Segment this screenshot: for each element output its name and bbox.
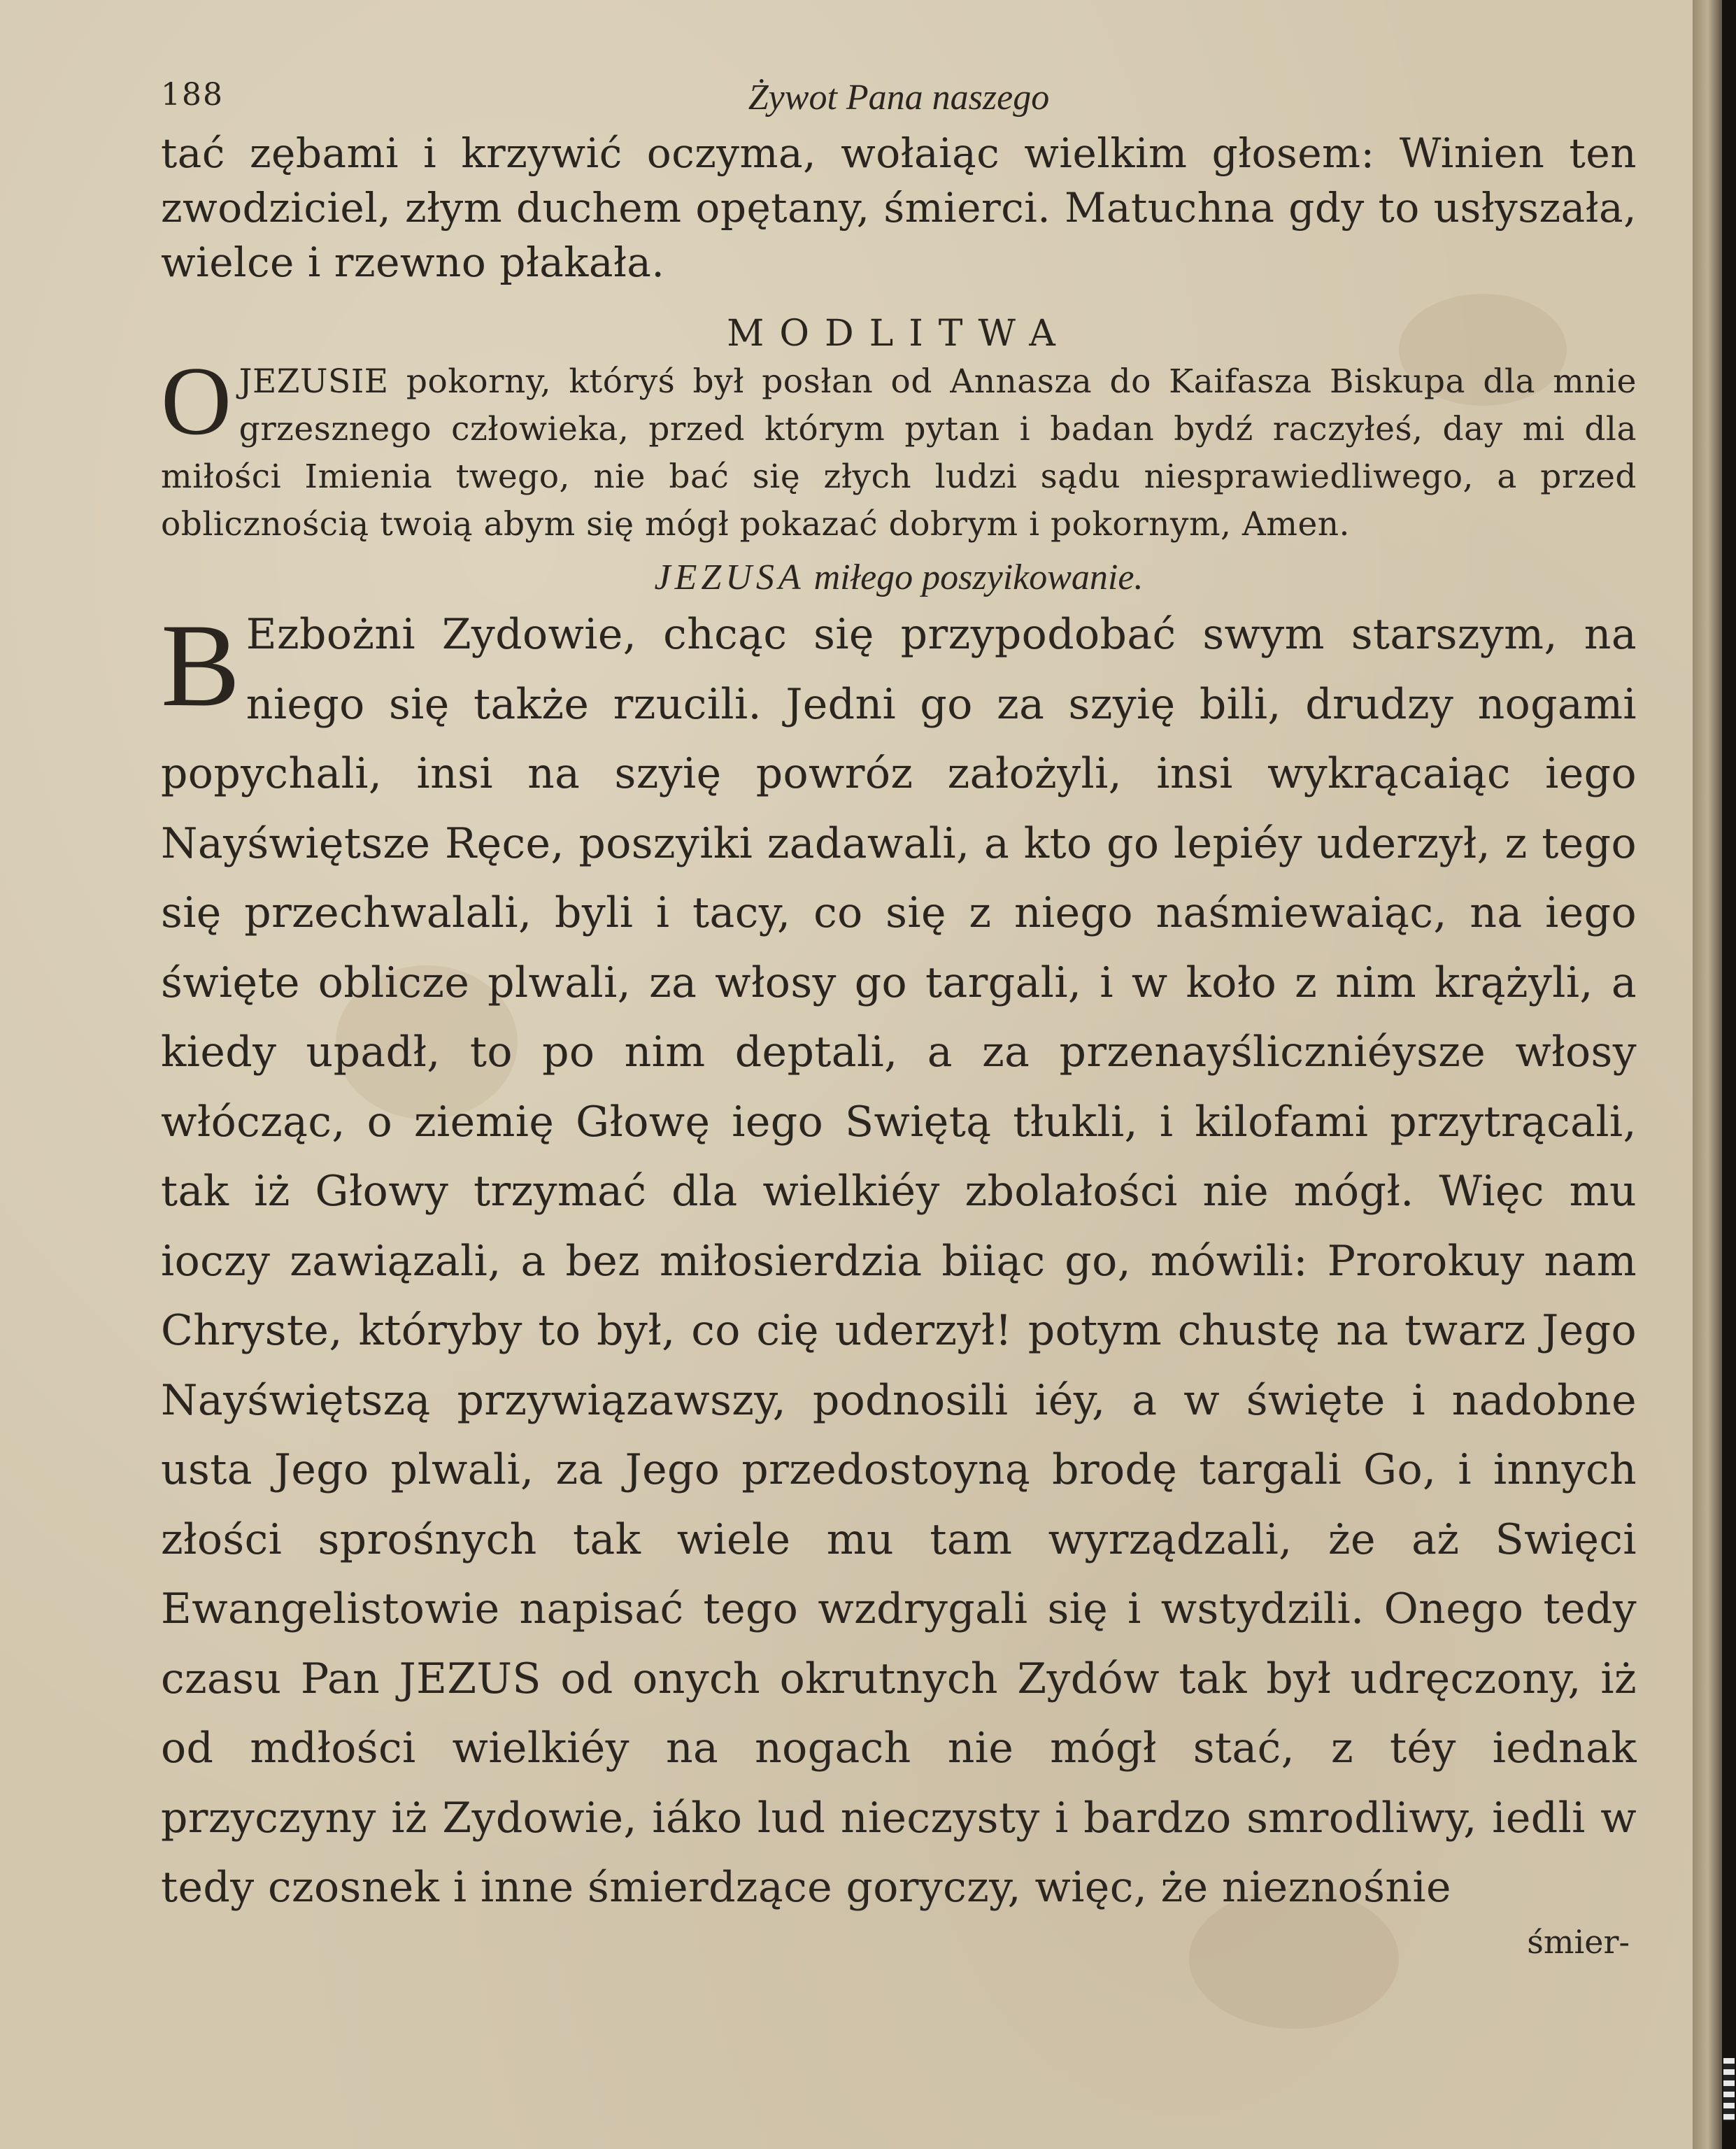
book-spine <box>1722 0 1736 2149</box>
running-title: Żywot Pana naszego <box>748 78 1050 118</box>
prayer-heading: MODLITWA <box>727 313 1071 355</box>
catchword: śmier- <box>1527 1922 1630 1961</box>
main-text: Ezbożni Zydowie, chcąc się przypodobać swym starszym, na niego się także rzucili. Jedni go za szyię bili, drudzy nogami popychali, insi na szyię powróz założyli, insi wykrącaiąc iego Nayświętsze Ręce, poszyiki zadawali, a kto go lepiéy uderzył, z tego się przechwalali, byli i tacy, co się z niego naśmiewaiąc, na iego święte oblicze plwali, za włosy go targali, i w koło z nim krążyli, a kiedy upadł, to po nim deptali, a za przenayśliczniéysze włosy włócząc, o ziemię Głowę iego Swiętą tłukli, i kilofami przytrącali, tak iż Głowy trzymać dla wielkiéy zbolałości nie mógł. Więc mu ioczy zawiązali, a bez miłosierdzia biiąc go, mówili: Prorokuy nam Chryste, któryby to był, co cię uderzył! potym chustę na twarz Jego Nayświętszą przywiązawszy, podnosili iéy, a w święte i nadobne usta Jego plwali, za Jego przedostoyną brodę targali Go, i innych złości sprośnych tak wiele mu tam wyrządzali, że aż Swięci Ewangelistowie napisać tego wzdrygali się i wstydzili. Onego tedy czasu Pan JEZUS od onych okrutnych Zydów tak był udręczony, iż od mdłości wielkiéy na nogach nie mógł stać, z téy iednak przyczyny iż Zydowie, iáko lud nieczysty i bardzo smrodliwy, iedli w tedy czosnek i inne śmierdzące goryczy, więc, że nieznośnie <box>161 610 1637 1912</box>
prayer-text: JEZUSIE pokorny, któryś był posłan od Annasza do Kaifasza Biskupa dla mnie grzesznego człowieka, przed którym pytan i badan bydź raczyłeś, day mi dla miłości Imienia twego, nie bać się złych ludzi sądu niesprawiedliwego, a przed oblicznością twoią abym się mógł pokazać dobrym i pokornym, Amen. <box>161 362 1637 544</box>
section-title <box>161 553 1637 603</box>
prayer-paragraph <box>161 347 1637 548</box>
intro-paragraph: tać zębami i krzywić oczyma, wołaiąc wielkim głosem: Winien ten zwodziciel, złym duchem opętany, śmierci. Matuchna gdy to usłyszała, wielce i rzewno płakała. <box>161 129 1637 286</box>
section-title-rest: miłego poszyikowanie. <box>813 558 1144 597</box>
main-paragraph <box>161 600 1637 1923</box>
color-calibration-strip <box>1723 2058 1735 2121</box>
prayer-dropcap: O <box>161 347 232 455</box>
page-number: 188 <box>161 77 224 113</box>
section-title-emphasis: JEZUSA <box>654 558 805 597</box>
main-dropcap: B <box>161 600 241 731</box>
page-header <box>161 77 1637 126</box>
page-content <box>161 77 1637 1961</box>
